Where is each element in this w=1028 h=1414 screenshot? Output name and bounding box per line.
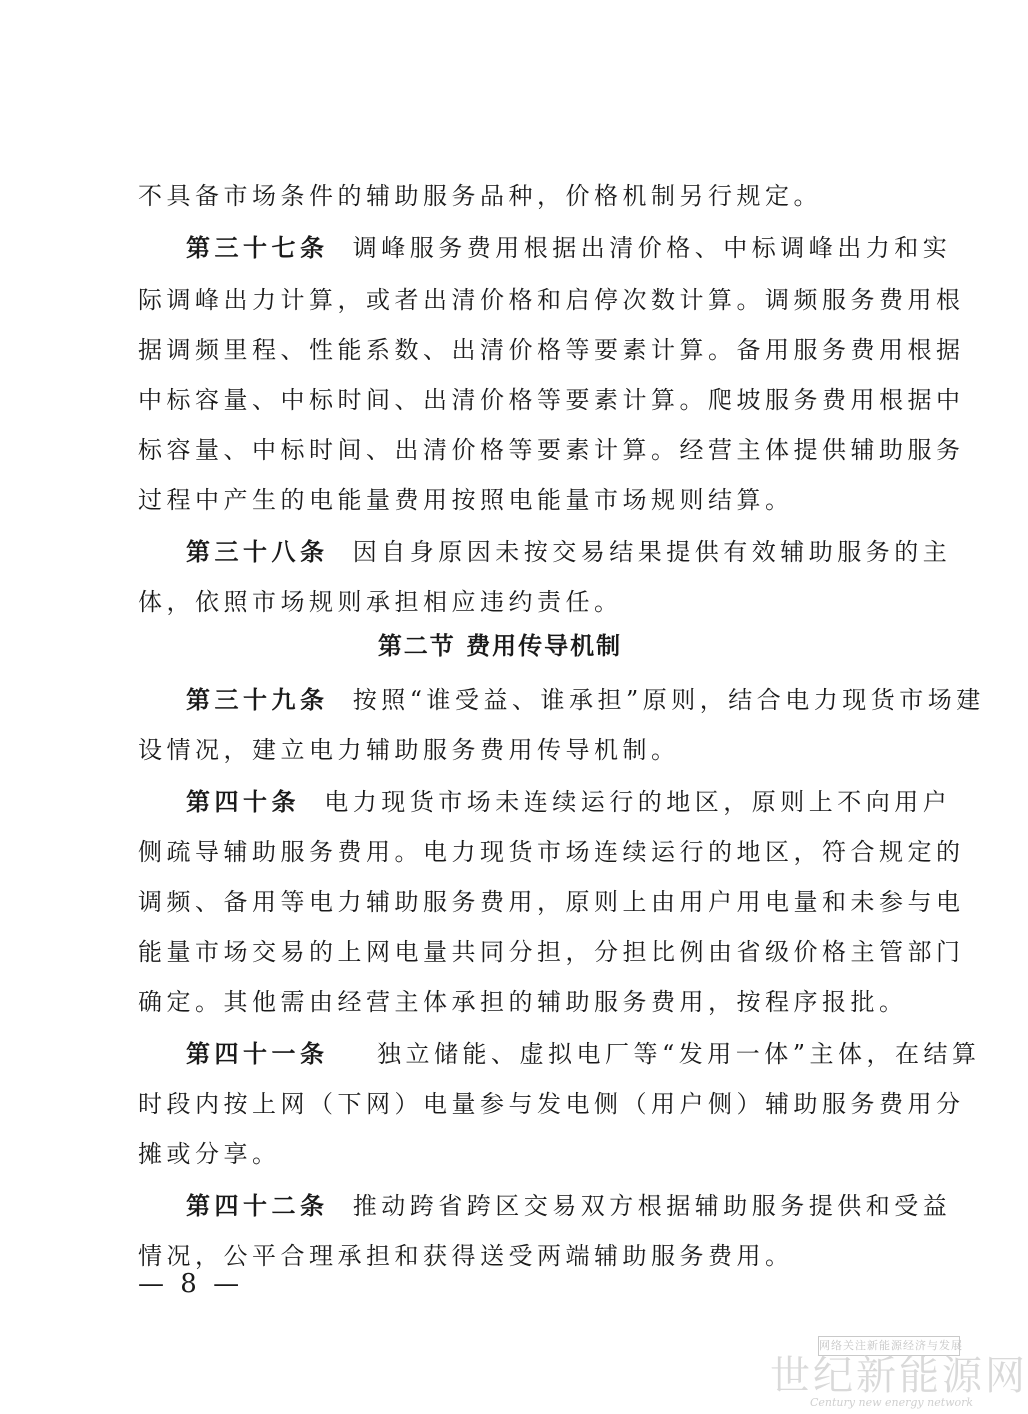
article-number: 第三十八条	[186, 537, 329, 566]
article-38-line: 第三十八条 因自身原因未按交易结果提供有效辅助服务的主	[186, 537, 952, 566]
article-number: 第三十七条	[186, 233, 329, 262]
text-line: 体，依照市场规则承担相应违约责任。	[138, 588, 623, 616]
text-line: 调频、备用等电力辅助服务费用，原则上由用户用电量和未参与电	[138, 888, 965, 916]
section-heading: 第二节 费用传导机制	[377, 631, 623, 660]
text-line: 能量市场交易的上网电量共同分担，分担比例由省级价格主管部门	[138, 938, 965, 966]
article-number: 第四十二条	[186, 1191, 329, 1220]
text-line: 中标容量、中标时间、出清价格等要素计算。爬坡服务费用根据中	[138, 386, 965, 414]
text-line: 时段内按上网（下网）电量参与发电侧（用户侧）辅助服务费用分	[138, 1090, 965, 1118]
watermark-logo: 世纪新能源网	[770, 1353, 1028, 1399]
article-40-line: 第四十条 电力现货市场未连续运行的地区，原则上不向用户	[186, 787, 952, 816]
text-line: 据调频里程、性能系数、出清价格等要素计算。备用服务费用根据	[138, 336, 965, 364]
text-line: 情况，公平合理承担和获得送受两端辅助服务费用。	[138, 1242, 794, 1270]
article-number: 第四十一条	[186, 1039, 329, 1068]
article-number: 第三十九条	[186, 685, 329, 714]
watermark-tagline: 网络关注新能源经济与发展	[818, 1336, 960, 1356]
watermark-subtitle: Century new energy network	[810, 1396, 974, 1409]
text-line: 确定。其他需由经营主体承担的辅助服务费用，按程序报批。	[138, 988, 908, 1016]
article-42-line: 第四十二条 推动跨省跨区交易双方根据辅助服务提供和受益	[186, 1191, 952, 1220]
article-41-line: 第四十一条 独立储能、虚拟电厂等“发用一体”主体，在结算	[186, 1039, 981, 1068]
article-37-line: 第三十七条 调峰服务费用根据出清价格、中标调峰出力和实	[186, 233, 952, 262]
text-line: 标容量、中标时间、出清价格等要素计算。经营主体提供辅助服务	[138, 436, 965, 464]
text-line: 过程中产生的电能量费用按照电能量市场规则结算。	[138, 486, 794, 514]
text-line: 际调峰出力计算，或者出清价格和启停次数计算。调频服务费用根	[138, 286, 965, 314]
text-line: 不具备市场条件的辅助服务品种，价格机制另行规定。	[138, 182, 822, 210]
text-line: 设情况，建立电力辅助服务费用传导机制。	[138, 736, 680, 764]
article-39-line: 第三十九条 按照“谁受益、谁承担”原则，结合电力现货市场建	[186, 685, 985, 714]
page-number: — 8 —	[138, 1269, 244, 1299]
article-number: 第四十条	[186, 787, 300, 816]
text-line: 侧疏导辅助服务费用。电力现货市场连续运行的地区，符合规定的	[138, 838, 965, 866]
text-line: 摊或分享。	[138, 1140, 281, 1168]
